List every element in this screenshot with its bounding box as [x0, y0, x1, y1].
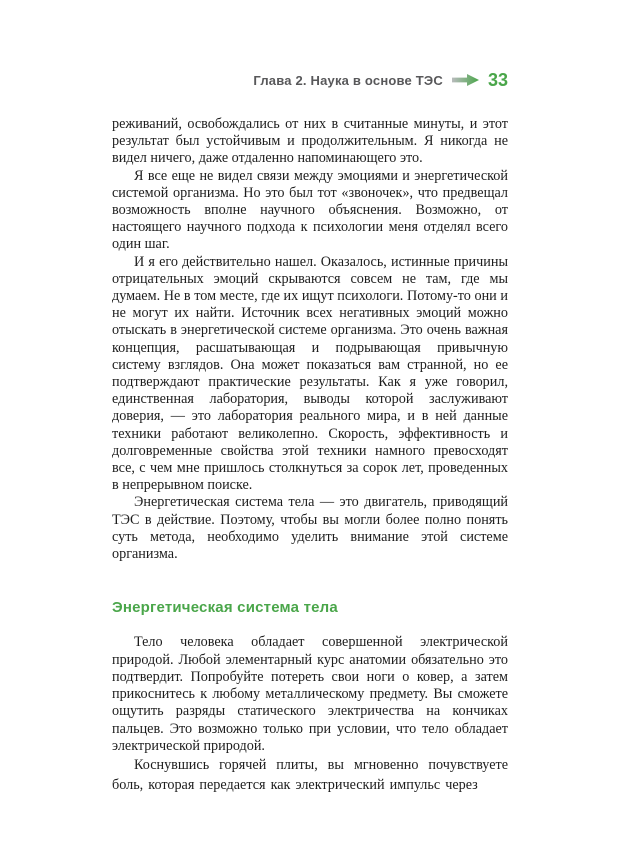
paragraph: Я все еще не видел связи между эмоциями и энергетической системой организма. Но это был тот «звоночек», что предвещал возможность вполне научного объяснения. Возможно, от настоящего научного подхода к психологии меня отделял всего один шаг.	[112, 167, 508, 253]
paragraph: Тело человека обладает совершенной электрической природой. Любой элементарный курс анатомии обязательно это подтвердит. Попробуйте потереть свои ноги о ковер, а затем прикоснитесь к любому металлическому предмету. Вы сможете ощутить разряды статического электричества на кончиках пальцев. Это возможно только при условии, что тело обладает электрической природой.	[112, 634, 508, 754]
chapter-arrow-icon	[452, 74, 479, 86]
page-body	[112, 116, 508, 796]
section-heading: Энергетическая система тела	[112, 599, 338, 617]
chapter-title: Глава 2. Наука в основе ТЭС	[253, 72, 443, 88]
paragraph: И я его действительно нашел. Оказалось, истинные причины отрицательных эмоций скрываются совсем не там, где мы думаем. Не в том месте, где их ищут психологи. Потому-то они и не могут их найти. Источник всех негативных эмоций можно отыскать в энергетической системе организма. Это очень важная концепция, расшатывающая и подрывающая привычную систему взглядов. Она может показаться вам странной, но ее подтверждают практические результаты. Как я уже говорил, единственная лаборатория, выводы которой заслуживают доверия, — это лаборатория реального мира, и в ней данные техники работают великолепно. Скорость, эффективность и долговременные свойства этой техники намного превосходят все, с чем мне пришлось столкнуться за сорок лет, проведенных в непрерывном поиске.	[112, 253, 508, 494]
page-number: 33	[487, 70, 508, 90]
paragraph: Энергетическая система тела — это двигатель, приводящий ТЭС в действие. Поэтому, чтобы вы могли более полно понять суть метода, необходимо уделить внимание этой системе организма.	[112, 494, 508, 563]
paragraph-partial-bottom: Коснувшись горячей плиты, вы мгновенно почувствуете боль, которая передается как электрический импульс через	[112, 756, 508, 794]
paragraph-continuation: реживаний, освобождались от них в считанные минуты, и этот результат был устойчивым и продолжительным. Я никогда не видел ничего, даже отдаленно напоминающего это.	[112, 116, 508, 167]
running-header	[112, 70, 508, 90]
